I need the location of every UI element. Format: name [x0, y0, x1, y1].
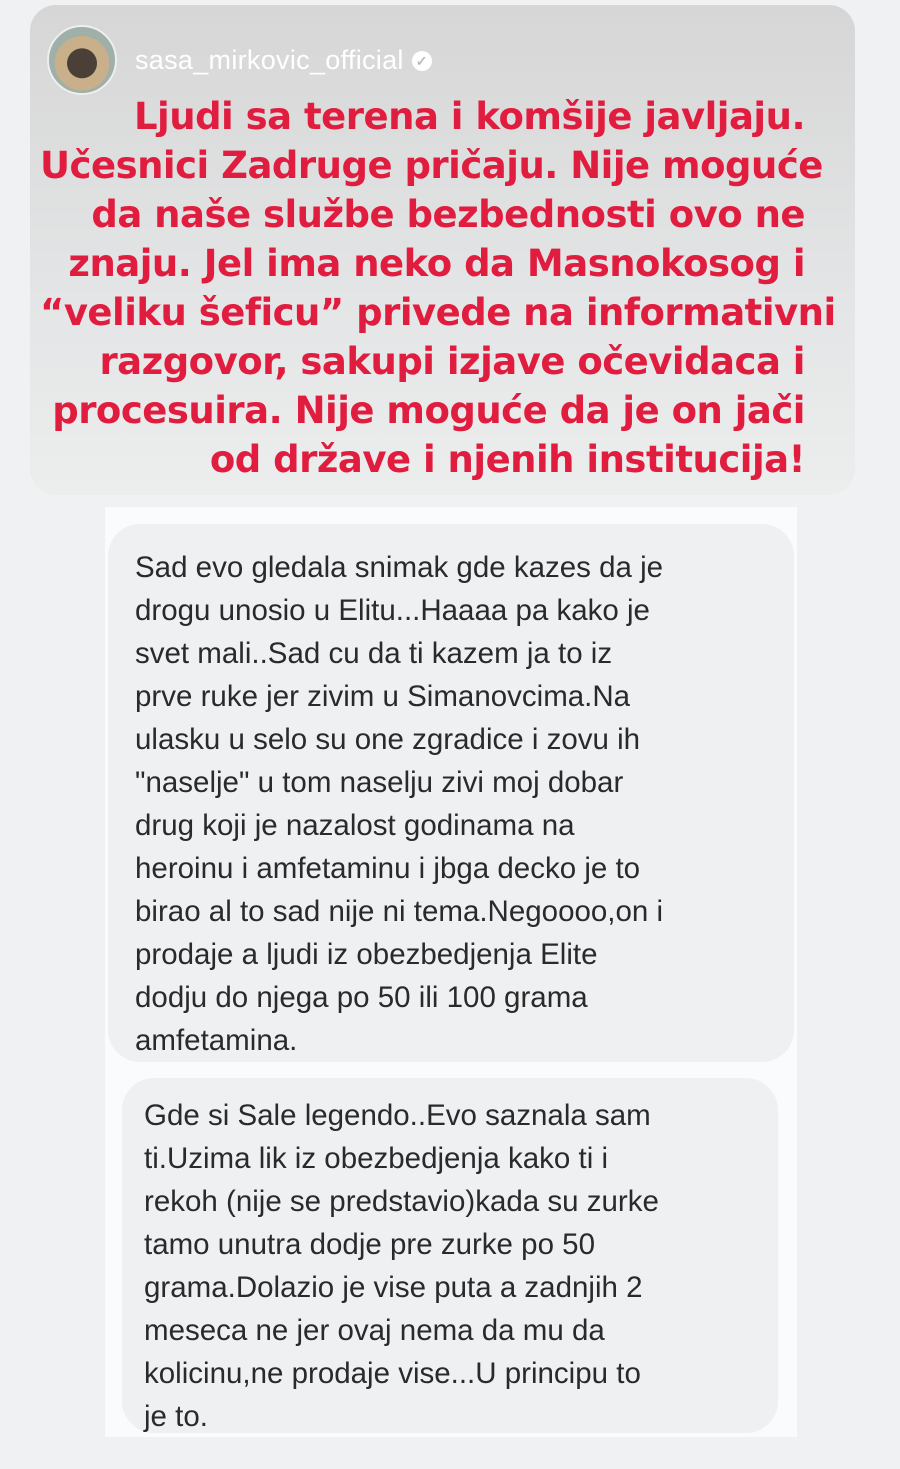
message-line: kolicinu,ne prodaje vise...U principu to — [144, 1357, 641, 1390]
headline-line: Ljudi sa terena i komšije javljaju. — [133, 95, 805, 138]
message-line: ulasku u selo su one zgradice i zovu ih — [135, 723, 641, 756]
message-line: Gde si Sale legendo..Evo saznala sam — [144, 1099, 651, 1132]
message-line: je to. — [144, 1400, 208, 1433]
story-headline — [40, 92, 836, 484]
username[interactable]: sasa_mirkovic_official — [135, 45, 404, 75]
headline-line: razgovor, sakupi izjave očevidaca i — [99, 340, 805, 383]
headline-line: procesuira. Nije moguće da je on jači — [52, 389, 805, 432]
headline-line: znaju. Jel ima neko da Masnokosog i — [68, 242, 805, 285]
avatar[interactable] — [47, 25, 117, 95]
message-line: rekoh (nije se predstavio)kada su zurke — [144, 1185, 659, 1218]
message-line: tamo unutra dodje pre zurke po 50 — [144, 1228, 595, 1261]
message-line: "naselje" u tom naselju zivi moj dobar — [135, 766, 624, 799]
message-line: prve ruke jer zivim u Simanovcima.Na — [135, 680, 631, 713]
message-line: drug koji je nazalost godinama na — [135, 809, 575, 842]
message-line: ti.Uzima lik iz obezbedjenja kako ti i — [144, 1142, 609, 1175]
story-header — [135, 45, 432, 76]
headline-line: “veliku šeficu” privede na informativni — [40, 291, 836, 334]
message-line: prodaje a ljudi iz obezbedjenja Elite — [135, 938, 598, 971]
message-line: drogu unosio u Elitu...Haaaa pa kako je — [135, 594, 650, 627]
headline-line: Učesnici Zadruge pričaju. Nije moguće — [40, 144, 823, 187]
message-line: heroinu i amfetaminu i jbga decko je to — [135, 852, 641, 885]
message-bubble — [122, 1078, 778, 1433]
message-line: Sad evo gledala snimak gde kazes da je — [135, 551, 664, 584]
headline-line: da naše službe bezbednosti ovo ne — [91, 193, 805, 236]
verified-badge-icon: ✓ — [412, 51, 432, 71]
message-line: dodju do njega po 50 ili 100 grama — [135, 981, 588, 1014]
message-bubble — [108, 524, 794, 1062]
message-line: svet mali..Sad cu da ti kazem ja to iz — [135, 637, 613, 670]
message-line: meseca ne jer ovaj nema da mu da — [144, 1314, 605, 1347]
headline-line: od države i njenih institucija! — [209, 438, 805, 481]
message-line: amfetamina. — [135, 1024, 298, 1057]
message-line: birao al to sad nije ni tema.Negoooo,on i — [135, 895, 664, 928]
message-line: grama.Dolazio je vise puta a zadnjih 2 — [144, 1271, 643, 1304]
